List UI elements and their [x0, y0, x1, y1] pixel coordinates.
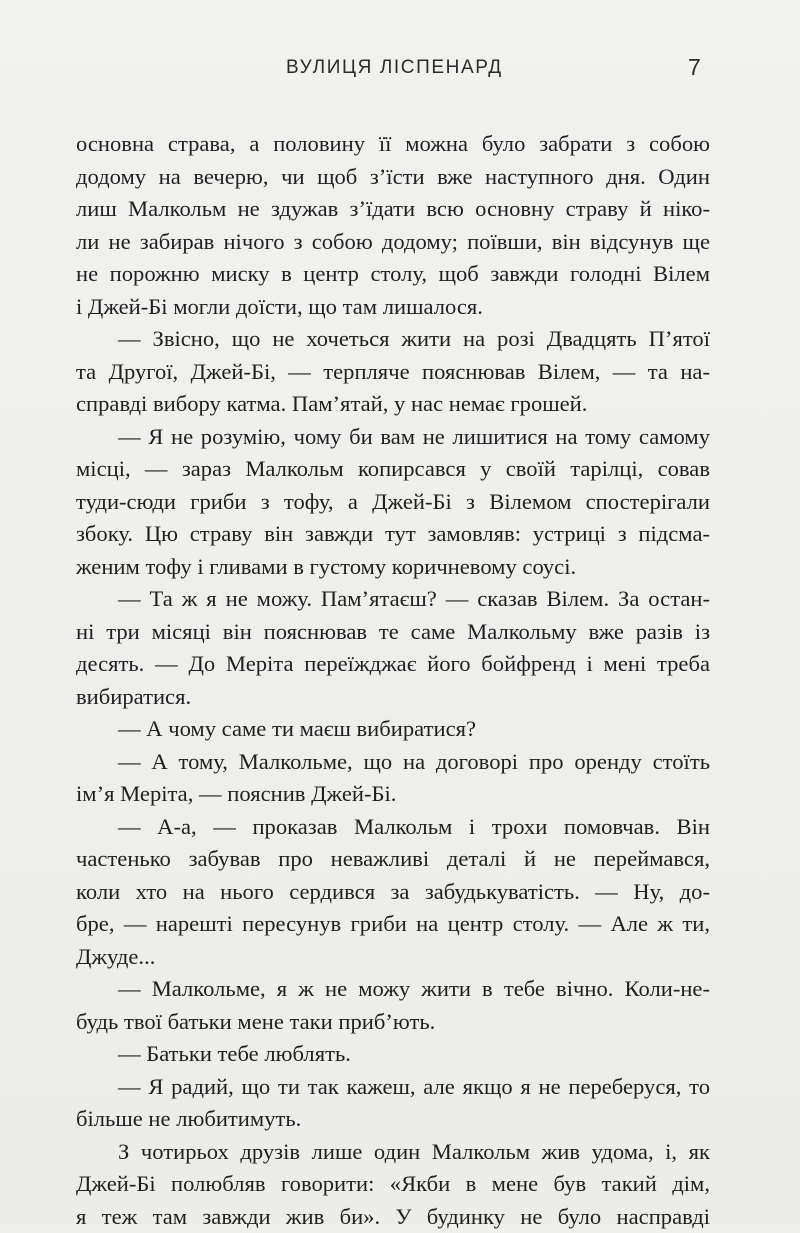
text-line: — Та ж я не можу. Пам’ятаєш? — сказав Вілем. За остан-	[76, 583, 710, 616]
text-line: бре, — нарешті пересунув гриби на центр столу. — Але ж ти,	[76, 908, 710, 941]
text-line: збоку. Цю страву він завжди тут замовляв: устриці з підсма-	[76, 518, 710, 551]
text-line: Джей-Бі полюбляв говорити: «Якби в мене був такий дім,	[76, 1168, 710, 1201]
text-line: будь твої батьки мене таки приб’ють.	[76, 1006, 710, 1039]
text-line: вибиратися.	[76, 681, 710, 714]
text-line: З чотирьох друзів лише один Малкольм жив удома, і, як	[76, 1136, 710, 1169]
text-line: я теж там завжди жив би». У будинку не було насправді	[76, 1201, 710, 1233]
text-line: — Я радий, що ти так кажеш, але якщо я не переберуся, то	[76, 1071, 710, 1104]
body-text	[76, 128, 710, 1233]
paragraph	[76, 1071, 710, 1136]
text-line: Джуде...	[76, 941, 710, 974]
text-line: — Батьки тебе люблять.	[76, 1038, 710, 1071]
text-line: туди-сюди гриби з тофу, а Джей-Бі з Вілемом спостерігали	[76, 486, 710, 519]
text-line: справді вибору катма. Пам’ятай, у нас немає грошей.	[76, 388, 710, 421]
paragraph	[76, 421, 710, 584]
text-line: десять. — До Меріта переїжджає його бойфренд і мені треба	[76, 648, 710, 681]
text-line: — Звісно, що не хочеться жити на розі Двадцять П’ятої	[76, 323, 710, 356]
text-line: додому на вечерю, чи щоб з’їсти вже наступного дня. Один	[76, 161, 710, 194]
text-line: більше не любитимуть.	[76, 1103, 710, 1136]
running-title: ВУЛИЦЯ ЛІСПЕНАРД	[286, 57, 503, 79]
text-line: — А тому, Малкольме, що на договорі про оренду стоїть	[76, 746, 710, 779]
text-line: ім’я Меріта, — пояснив Джей-Бі.	[76, 778, 710, 811]
text-line: — А-а, — проказав Малкольм і трохи помовчав. Він	[76, 811, 710, 844]
paragraph	[76, 811, 710, 974]
text-line: місці, — зараз Малкольм копирсався у своїй тарілці, совав	[76, 453, 710, 486]
paragraph	[76, 1136, 710, 1233]
text-line: ли не забирав нічого з собою додому; поївши, він відсунув ще	[76, 226, 710, 259]
paragraph	[76, 128, 710, 323]
text-line: женим тофу і гливами в густому коричневому соусі.	[76, 551, 710, 584]
text-line: не порожню миску в центр столу, щоб завжди голодні Вілем	[76, 258, 710, 291]
text-line: та Другої, Джей-Бі, — терпляче пояснював Вілем, — та на-	[76, 356, 710, 389]
text-line: основна страва, а половину її можна було забрати з собою	[76, 128, 710, 161]
text-line: частенько забував про неважливі деталі й не переймався,	[76, 843, 710, 876]
paragraph	[76, 583, 710, 713]
paragraph	[76, 323, 710, 421]
text-line: — Я не розумію, чому би вам не лишитися на тому самому	[76, 421, 710, 454]
text-line: — Малкольме, я ж не можу жити в тебе вічно. Коли-не-	[76, 973, 710, 1006]
text-line: лиш Малкольм не здужав з’їдати всю основну страву й ніко-	[76, 193, 710, 226]
text-line: — А чому саме ти маєш вибиратися?	[76, 713, 710, 746]
paragraph	[76, 746, 710, 811]
paragraph	[76, 1038, 710, 1071]
paragraph	[76, 973, 710, 1038]
page-number: 7	[688, 54, 701, 81]
paragraph	[76, 713, 710, 746]
text-line: і Джей-Бі могли доїсти, що там лишалося.	[76, 291, 710, 324]
text-line: ні три місяці він пояснював те саме Малкольму вже разів із	[76, 616, 710, 649]
text-line: коли хто на нього сердився за забудькуватість. — Ну, до-	[76, 876, 710, 909]
running-header	[0, 57, 800, 87]
